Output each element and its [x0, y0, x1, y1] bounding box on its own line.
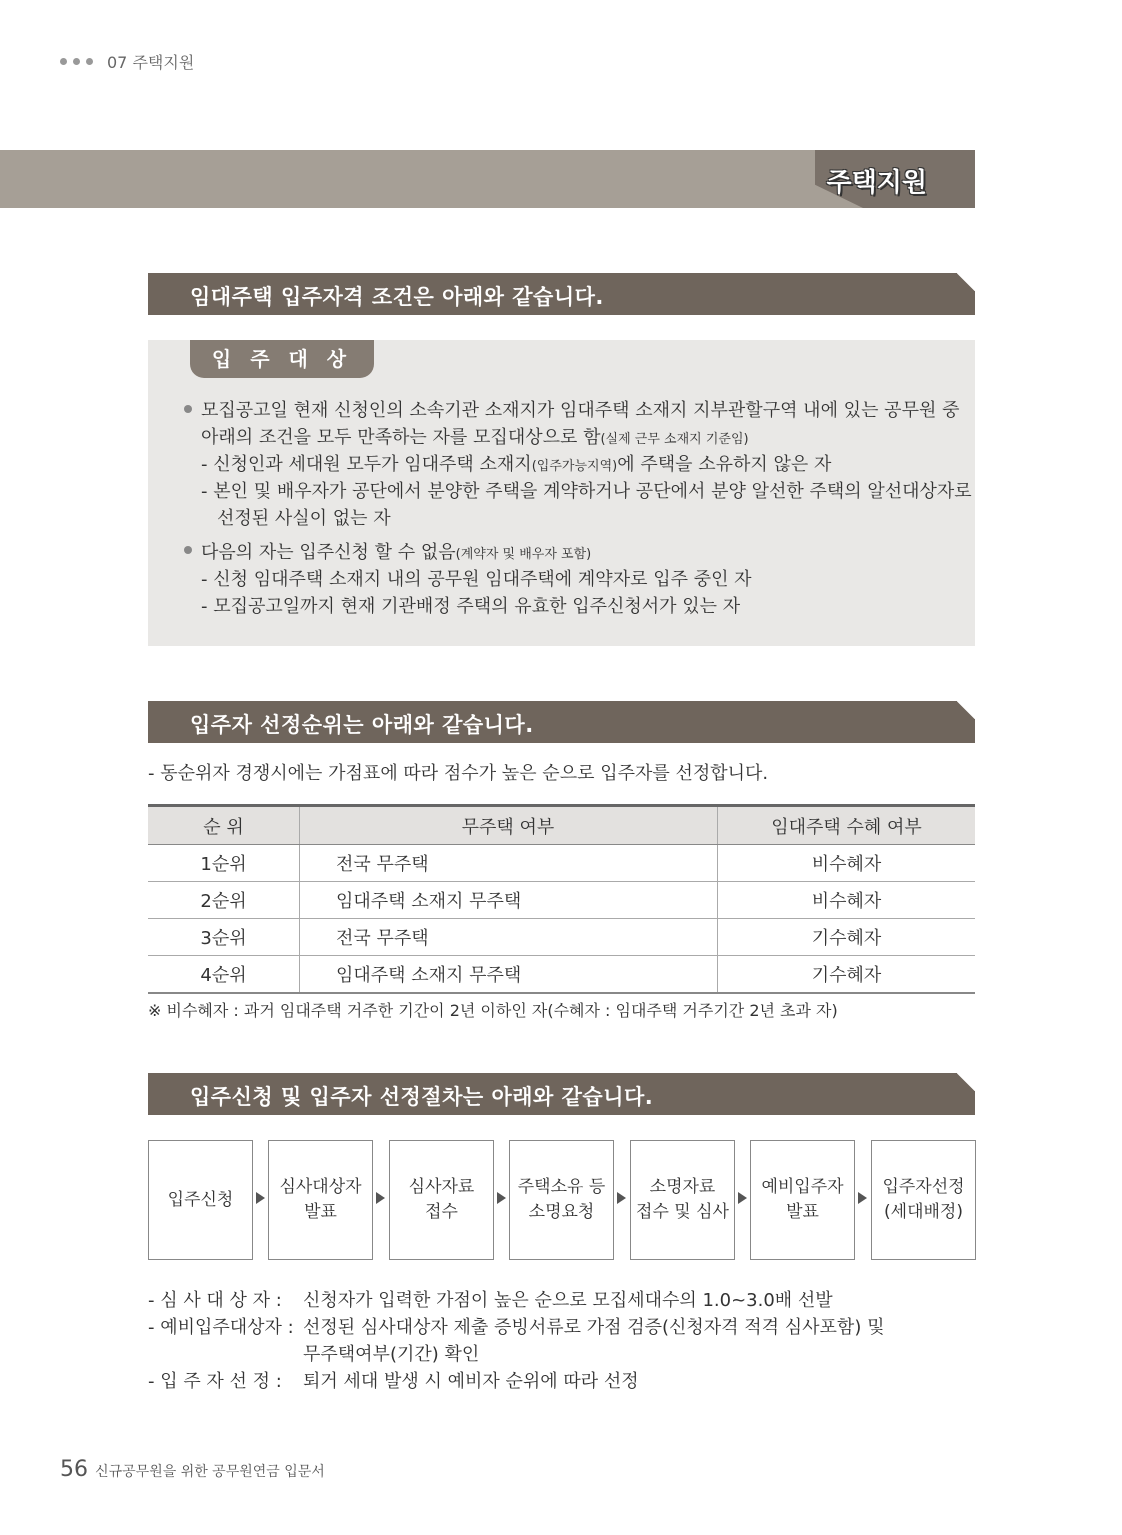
table-header-row — [148, 806, 975, 845]
definition-line: - 심 사 대 상 자 : 신청자가 입력한 가점이 높은 순으로 모집세대수의 1.0~3.0배 선발 — [148, 1290, 833, 1311]
condition-line-cont: 선정된 사실이 없는 자 — [217, 508, 391, 529]
section-title: 임대주택 입주자격 조건은 아래와 같습니다. — [190, 285, 604, 309]
housing-cell: 전국 무주택 — [300, 919, 718, 956]
section-title: 입주신청 및 입주자 선정절차는 아래와 같습니다. — [190, 1085, 654, 1109]
arrow-right-icon — [617, 1192, 626, 1204]
procedure-step: 심사대상자 발표 — [268, 1140, 373, 1260]
section-header-eligibility — [148, 273, 975, 315]
housing-cell: 전국 무주택 — [300, 845, 718, 882]
condition-line: - 모집공고일까지 현재 기관배정 주택의 유효한 입주신청서가 있는 자 — [201, 596, 741, 617]
definition-line: - 입 주 자 선 정 : 퇴거 세대 발생 시 예비자 순위에 따라 선정 — [148, 1371, 639, 1392]
rank-cell: 3순위 — [148, 919, 300, 956]
banner-title: 주택지원 — [826, 168, 927, 198]
bullet-dot-icon — [86, 58, 93, 65]
bullet-text-cont: 아래의 조건을 모두 만족하는 자를 모집대상으로 함(실제 근무 소재지 기준임) — [201, 427, 749, 448]
arrow-right-icon — [858, 1192, 867, 1204]
column-header: 임대주택 수혜 여부 — [718, 806, 976, 845]
ranking-intro: - 동순위자 경쟁시에는 가점표에 따라 점수가 높은 순으로 입주자를 선정합니다. — [148, 763, 769, 784]
arrow-right-icon — [738, 1192, 747, 1204]
definition-line: - 예비입주대상자 : 선정된 심사대상자 제출 증빙서류로 가점 검증(신청자격 적격 심사포함) 및 — [148, 1317, 885, 1338]
arrow-right-icon — [497, 1192, 506, 1204]
column-header: 무주택 여부 — [300, 806, 718, 845]
bullet-dot-icon — [73, 58, 80, 65]
page-number: 56 — [60, 1457, 88, 1482]
arrow-right-icon — [256, 1192, 265, 1204]
chapter-banner — [0, 150, 975, 208]
section-header-procedure — [148, 1073, 975, 1115]
procedure-step: 입주자선정 (세대배정) — [871, 1140, 976, 1260]
eligibility-pill: 입 주 대 상 — [190, 340, 374, 378]
corner-fold-icon — [957, 1073, 975, 1091]
condition-line: - 본인 및 배우자가 공단에서 분양한 주택을 계약하거나 공단에서 분양 알선한 주택의 알선대상자로 — [201, 481, 972, 502]
condition-line: - 신청 임대주택 소재지 내의 공무원 임대주택에 계약자로 입주 중인 자 — [201, 569, 752, 590]
bullet-dot-icon — [60, 58, 67, 65]
housing-cell: 임대주택 소재지 무주택 — [300, 882, 718, 919]
chapter-label: 07 주택지원 — [107, 53, 195, 72]
procedure-step: 예비입주자 발표 — [750, 1140, 855, 1260]
table-row — [148, 882, 975, 919]
benefit-cell: 비수혜자 — [718, 845, 976, 882]
section-title: 입주자 선정순위는 아래와 같습니다. — [190, 713, 534, 737]
rank-cell: 4순위 — [148, 956, 300, 994]
rank-cell: 2순위 — [148, 882, 300, 919]
bullet-text: 다음의 자는 입주신청 할 수 없음(계약자 및 배우자 포함) — [201, 542, 592, 563]
ranking-note: ※ 비수혜자 : 과거 임대주택 거주한 기간이 2년 이하인 자(수혜자 : 임대주택 거주기간 2년 초과 자) — [148, 1001, 838, 1020]
benefit-cell: 기수혜자 — [718, 919, 976, 956]
procedure-step: 소명자료 접수 및 심사 — [630, 1140, 735, 1260]
ranking-table — [148, 804, 975, 994]
corner-fold-icon — [957, 273, 975, 291]
page-footer — [60, 1457, 325, 1482]
bullet-icon — [184, 546, 192, 554]
benefit-cell: 비수혜자 — [718, 882, 976, 919]
running-header — [60, 50, 194, 73]
condition-line: - 신청인과 세대원 모두가 임대주택 소재지(입주가능지역)에 주택을 소유하지 않은 자 — [201, 454, 832, 475]
bullet-icon — [184, 405, 192, 413]
table-row — [148, 845, 975, 882]
procedure-step: 심사자료 접수 — [389, 1140, 494, 1260]
column-header: 순 위 — [148, 806, 300, 845]
arrow-right-icon — [376, 1192, 385, 1204]
benefit-cell: 기수혜자 — [718, 956, 976, 994]
table-row — [148, 956, 975, 994]
housing-cell: 임대주택 소재지 무주택 — [300, 956, 718, 994]
section-header-ranking — [148, 701, 975, 743]
procedure-step: 입주신청 — [148, 1140, 253, 1260]
rank-cell: 1순위 — [148, 845, 300, 882]
bullet-text: 모집공고일 현재 신청인의 소속기관 소재지가 임대주택 소재지 지부관할구역 내에 있는 공무원 중 — [201, 400, 960, 421]
definition-line-cont: 무주택여부(기간) 확인 — [303, 1344, 480, 1365]
corner-fold-icon — [957, 701, 975, 719]
table-row — [148, 919, 975, 956]
procedure-step: 주택소유 등 소명요청 — [509, 1140, 614, 1260]
book-title: 신규공무원을 위한 공무원연금 입문서 — [95, 1464, 325, 1480]
